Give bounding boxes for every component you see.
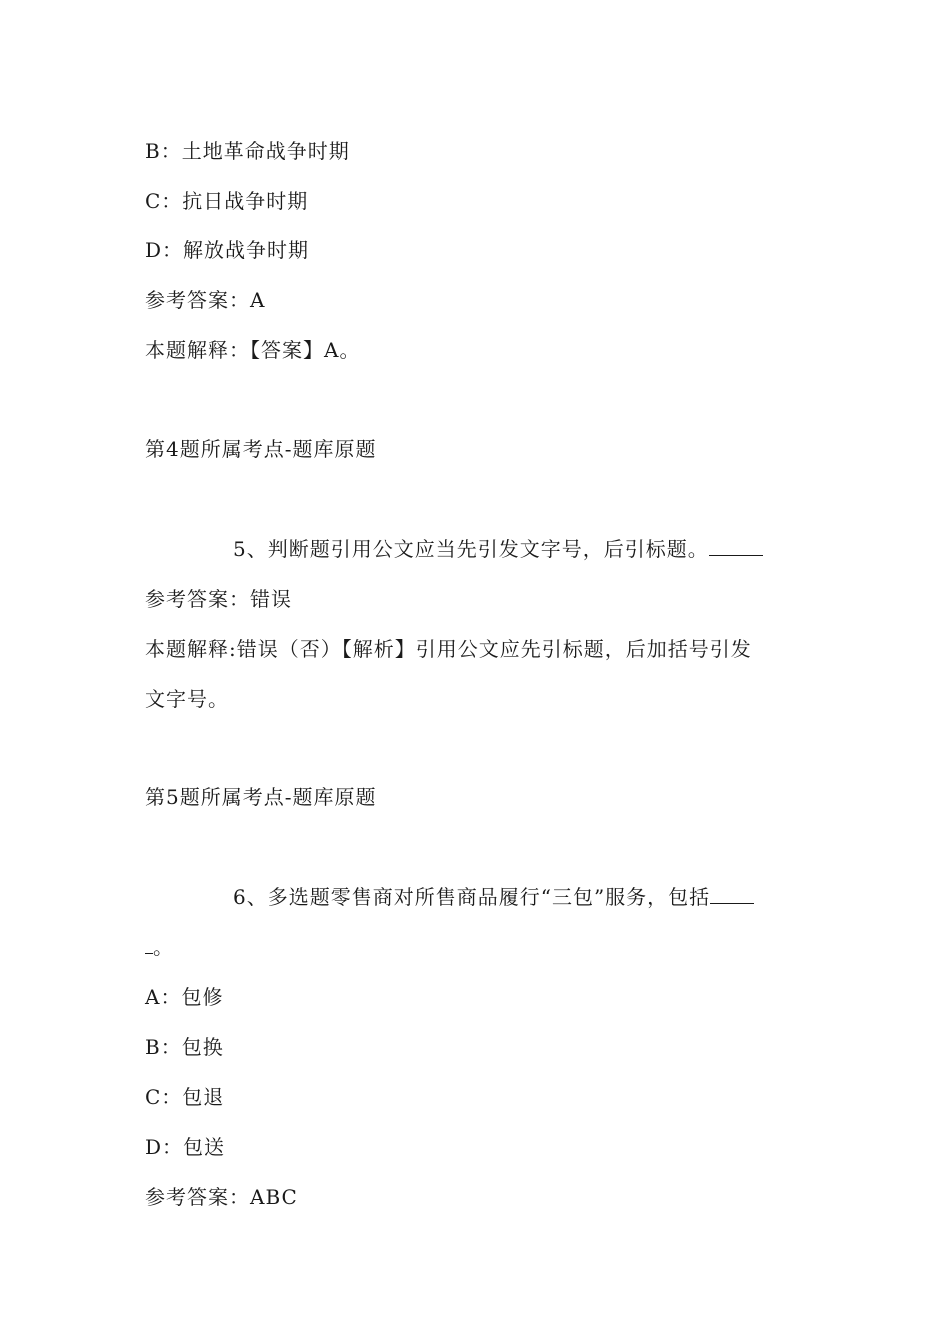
answer-blank: [710, 883, 754, 904]
q4-topic: 第4题所属考点-题库原题: [145, 437, 377, 461]
q5-topic: 第5题所属考点-题库原题: [145, 785, 377, 809]
q6-option-b: B：包换: [145, 1035, 224, 1059]
q3-option-c: C：抗日战争时期: [145, 189, 309, 213]
q5-answer: 参考答案：错误: [145, 587, 292, 611]
q5-question: [233, 535, 763, 563]
q5-question-text: 5、判断题引用公文应当先引发文字号，后引标题。: [233, 537, 709, 561]
q6-option-d: D：包送: [145, 1135, 226, 1159]
q6-question-continuation: [145, 933, 174, 961]
answer-blank: [709, 535, 763, 556]
q5-explanation-line2: 文字号。: [145, 687, 229, 711]
q5-explanation-line1: 本题解释:错误（否）【解析】引用公文应先引标题，后加括号引发: [145, 637, 752, 661]
q3-option-d: D：解放战争时期: [145, 238, 310, 262]
q3-option-b: B：土地革命战争时期: [145, 139, 350, 163]
q3-explanation: 本题解释：【答案】A。: [145, 338, 361, 362]
q6-answer: 参考答案：ABC: [145, 1185, 298, 1209]
q6-question: [233, 883, 754, 911]
q6-question-text: 6、多选题零售商对所售商品履行“三包”服务，包括: [233, 885, 711, 909]
q3-answer: 参考答案：A: [145, 288, 266, 312]
q6-option-c: C：包退: [145, 1085, 225, 1109]
answer-blank-end: [145, 933, 153, 954]
q6-option-a: A：包修: [145, 985, 224, 1009]
q6-question-end: 。: [153, 935, 174, 959]
